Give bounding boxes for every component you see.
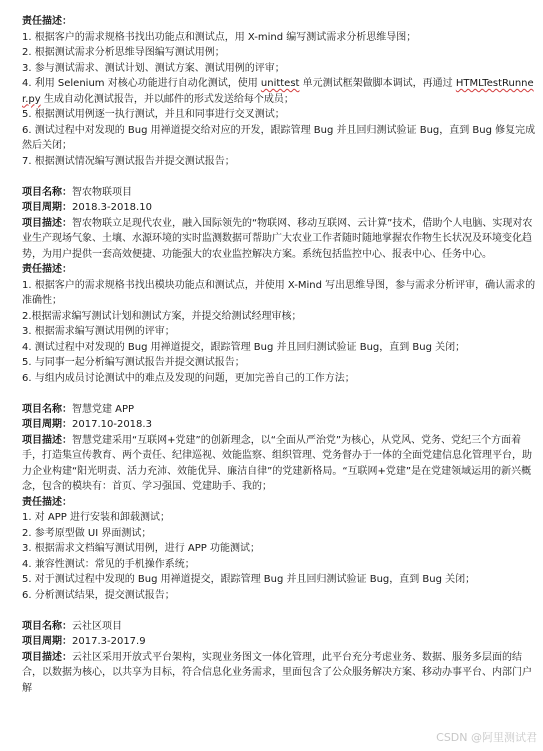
spellcheck-word: HTMLTestRunner.py [22,78,534,105]
duty-item: 6. 测试过程中对发现的 Bug 用禅道提交给对应的开发，跟踪管理 Bug 并且回归测试验证 Bug，直到 Bug 修复完成然后关闭； [22,124,536,151]
watermark: CSDN @阿里测试君 [436,731,537,744]
project-period: 2017.3-2017.9 [72,636,146,647]
duty-item: 2.根据需求编写测试计划和测试方案，并提交给测试经理审核； [22,310,302,322]
duty-item: 6. 分析测试结果，提交测试报告； [22,589,175,601]
duty-item [22,76,537,107]
field-label: 项目描述： [22,217,72,229]
field-label: 项目周期： [22,636,72,647]
project-desc: 智农物联立足现代农业，融入国际领先的“物联网、移动互联网、云计算”技术，借助个人电脑、实现对农业生产现场气象、土壤、水源环境的实时监测数据可帮助广大农业工作者随时随地掌握农作物生长状况及环境变化趋势，为用户提供一套高效便捷、功能强大的农业监控解决方案。系统包括监控中心、报表中心、任务中心。 [22,217,533,260]
field-label: 项目周期： [22,202,72,213]
duty-item: 3. 参与测试需求、测试计划、测试方案、测试用例的评审； [22,62,285,74]
spacer [22,169,537,185]
duty-item: 5. 根据测试用例逐一执行测试，并且和同事进行交叉测试； [22,109,285,120]
duty-item: 4. 兼容性测试：常见的手机操作系统； [22,558,195,570]
duty-item: 4. 测试过程中对发现的 Bug 用禅道提交，跟踪管理 Bug 并且回归测试验证 Bug，直到 Bug 关闭； [22,341,466,353]
duty-heading: 责任描述： [22,264,72,275]
spellcheck-word: unittest [260,78,300,89]
project-desc: 云社区采用开放式平台架构，实现业务图文一体化管理，此平台充分考虑业务、数据、服务多层面的结合，以数据为核心，以共享为目标，符合信息化业务需求，里面包含了公众服务解决方案、移动办事平台、内部门户解 [22,651,532,694]
resume-document [22,14,537,696]
spacer [22,386,537,402]
duty-item: 2. 根据测试需求分析思维导图编写测试用例； [22,47,225,58]
field-label: 项目名称： [22,186,72,198]
field-label: 项目周期： [22,419,72,430]
duty-heading: 责任描述： [22,496,72,508]
field-label: 项目描述： [22,651,72,663]
duty-item: 6. 与组内成员讨论测试中的难点及发现的问题，更加完善自己的工作方法； [22,372,355,384]
duty-item: 5. 与同事一起分析编写测试报告并提交测试报告； [22,357,245,368]
project-name-row [22,185,537,201]
project-desc-row [22,650,537,697]
duty-item: 1. 对 APP 进行安装和卸载测试； [22,512,170,523]
duty-item: 2. 参考原型做 UI 界面测试； [22,527,152,539]
duty-item: 5. 对于测试过程中发现的 Bug 用禅道提交，跟踪管理 Bug 并且回归测试验证 Bug，直到 Bug 关闭； [22,574,476,585]
project-name-row [22,619,537,635]
project-period-row [22,417,537,433]
project-desc-row [22,433,537,495]
spacer [22,603,537,619]
duty-item-text: 单元测试框架做脚本调试，再通过 [299,78,456,89]
project-period: 2017.10-2018.3 [72,419,152,430]
project-name-row [22,402,537,418]
project-name: 智慧党建 APP [72,403,135,415]
project-period-row [22,200,537,216]
duty-item: 3. 根据需求编写测试用例的评审； [22,326,175,337]
project-desc: 智慧党建采用“互联网+党建”的创新理念，以“全面从严治党”为核心，从党风、党务、党纪三个方面着手，打造集宣传教育、两个责任、纪律巡视、效能监察、组织管理、党务督办于一体的全面党建信息化管理平台，助力企业构建“阳光明责、活力充沛、效能优异、廉洁自律”的党建新格局。“互联网+党建”是在党建领域运用的新兴概念，包含的模块有：首页、学习强国、党建助手、我的； [22,434,532,492]
duty-item: 1. 根据客户的需求规格书找出模块功能点和测试点，并使用 X-Mind 写出思维导图，参与需求分析评审，确认需求的准确性； [22,279,536,306]
project-desc-row [22,216,537,263]
field-label: 项目名称： [22,403,72,415]
duty-item-text: 4. 利用 Selenium 对核心功能进行自动化测试，使用 [22,78,261,89]
project-name: 云社区项目 [72,620,122,632]
duty-item: 7. 根据测试情况编写测试报告并提交测试报告； [22,155,235,167]
duty-heading: 责任描述： [22,16,72,27]
project-period: 2018.3-2018.10 [72,202,152,213]
field-label: 项目名称： [22,620,72,632]
project-name: 智农物联项目 [72,186,132,198]
duty-item: 1. 根据客户的需求规格书找出功能点和测试点，用 X-mind 编写测试需求分析思维导图； [22,31,417,43]
project-period-row [22,634,537,650]
field-label: 项目描述： [22,434,72,446]
duty-item: 3. 根据需求文档编写测试用例，进行 APP 功能测试； [22,543,260,554]
duty-item-text: 生成自动化测试报告，并以邮件的形式发送给每个成员； [40,93,294,105]
